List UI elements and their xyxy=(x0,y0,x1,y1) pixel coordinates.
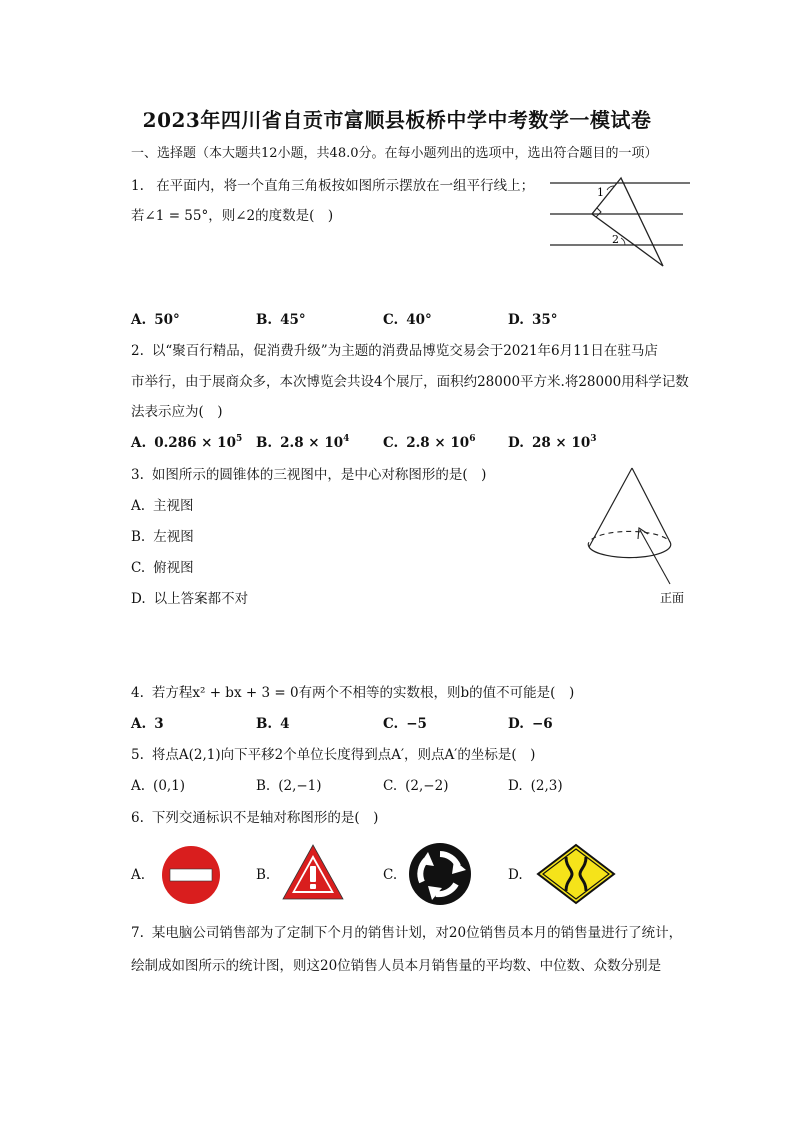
q5-option-c: C. (2,−2) xyxy=(383,778,449,794)
question-3-line-1: 3. 如图所示的圆锥体的三视图中，是中心对称图形的是( ) xyxy=(131,467,487,483)
q5-option-a: A. (0,1) xyxy=(131,778,186,794)
question-1-line-1 xyxy=(131,176,534,196)
question-4-line-1: 4. 若方程x² + bx + 3 = 0有两个不相等的实数根，则b的值不可能是( ) xyxy=(131,685,575,701)
warning-triangle-sign-icon xyxy=(280,842,346,902)
q2-option-b: B. $2.8 \times 10^4$ xyxy=(256,434,350,451)
question-1-line-2: 若∠1 = 55°，则∠2的度数是( ) xyxy=(131,208,334,224)
parallel-lines-triangle-figure xyxy=(545,172,695,272)
question-7-line-1: 7. 某电脑公司销售部为了定制下个月的销售计划，对20位销售员本月的销售量进行了统计， xyxy=(131,925,683,941)
question-text: 在平面内，将一个直角三角板按如图所示摆放在一组平行线上； xyxy=(156,178,535,194)
q4-option-b: B. 4 xyxy=(256,716,290,732)
q1-option-b: B. 45° xyxy=(256,312,306,328)
q2-option-c: C. $2.8 \times 10^6$ xyxy=(383,434,476,451)
q4-option-c: C. −5 xyxy=(383,716,427,732)
q5-option-d: D. (2,3) xyxy=(508,778,563,794)
cone-figure xyxy=(580,462,700,612)
front-view-label: 正面 xyxy=(660,591,685,605)
q6-option-b-label: B. xyxy=(256,867,271,883)
q1-option-d: D. 35° xyxy=(508,312,558,328)
q1-option-a: A. 50° xyxy=(131,312,180,328)
q2-option-a: A. $0.286 \times 10^5$ xyxy=(131,434,243,451)
question-7-line-2: 绘制成如图所示的统计图，则这20位销售人员本月销售量的平均数、中位数、众数分别是 xyxy=(131,958,662,974)
q6-option-d-label: D. xyxy=(508,867,523,883)
q1-option-c: C. 40° xyxy=(383,312,432,328)
question-number: 1. xyxy=(131,178,144,194)
no-entry-sign-icon xyxy=(160,844,222,906)
question-6-line-1: 6. 下列交通标识不是轴对称图形的是( ) xyxy=(131,810,379,826)
angle-1-label: 1 xyxy=(597,186,604,199)
section-heading: 一、选择题（本大题共12小题，共48.0分。在每小题列出的选项中，选出符合题目的一项） xyxy=(131,146,658,161)
question-5-line-1: 5. 将点A(2,1)向下平移2个单位长度得到点A′，则点A′的坐标是( ) xyxy=(131,747,536,763)
angle-2-label: 2 xyxy=(612,233,619,246)
question-2-line-3: 法表示应为( ) xyxy=(131,404,223,420)
q3-option-c: C. 俯视图 xyxy=(131,560,194,576)
narrow-road-sign-icon xyxy=(536,843,616,905)
roundabout-sign-icon xyxy=(408,842,472,906)
q4-option-a: A. 3 xyxy=(131,716,164,732)
q3-option-b: B. 左视图 xyxy=(131,529,194,545)
q4-option-d: D. −6 xyxy=(508,716,553,732)
q3-option-d: D. 以上答案都不对 xyxy=(131,591,249,607)
page-title: 2023年四川省自贡市富顺县板桥中学中考数学一模试卷 xyxy=(142,108,652,132)
q3-option-a: A. 主视图 xyxy=(131,498,194,514)
question-2-line-1: 2. 以“聚百行精品，促消费升级”为主题的消费品博览交易会于2021年6月11日在驻马店 xyxy=(131,343,658,359)
q2-option-d: D. $28 \times 10^3$ xyxy=(508,434,597,451)
q5-option-b: B. (2,−1) xyxy=(256,778,322,794)
q6-option-c-label: C. xyxy=(383,867,398,883)
question-2-line-2: 市举行，由于展商众多，本次博览会共设4个展厅，面积约28000平方米.将28000用科学记数 xyxy=(131,374,689,390)
q6-option-a-label: A. xyxy=(131,867,146,883)
